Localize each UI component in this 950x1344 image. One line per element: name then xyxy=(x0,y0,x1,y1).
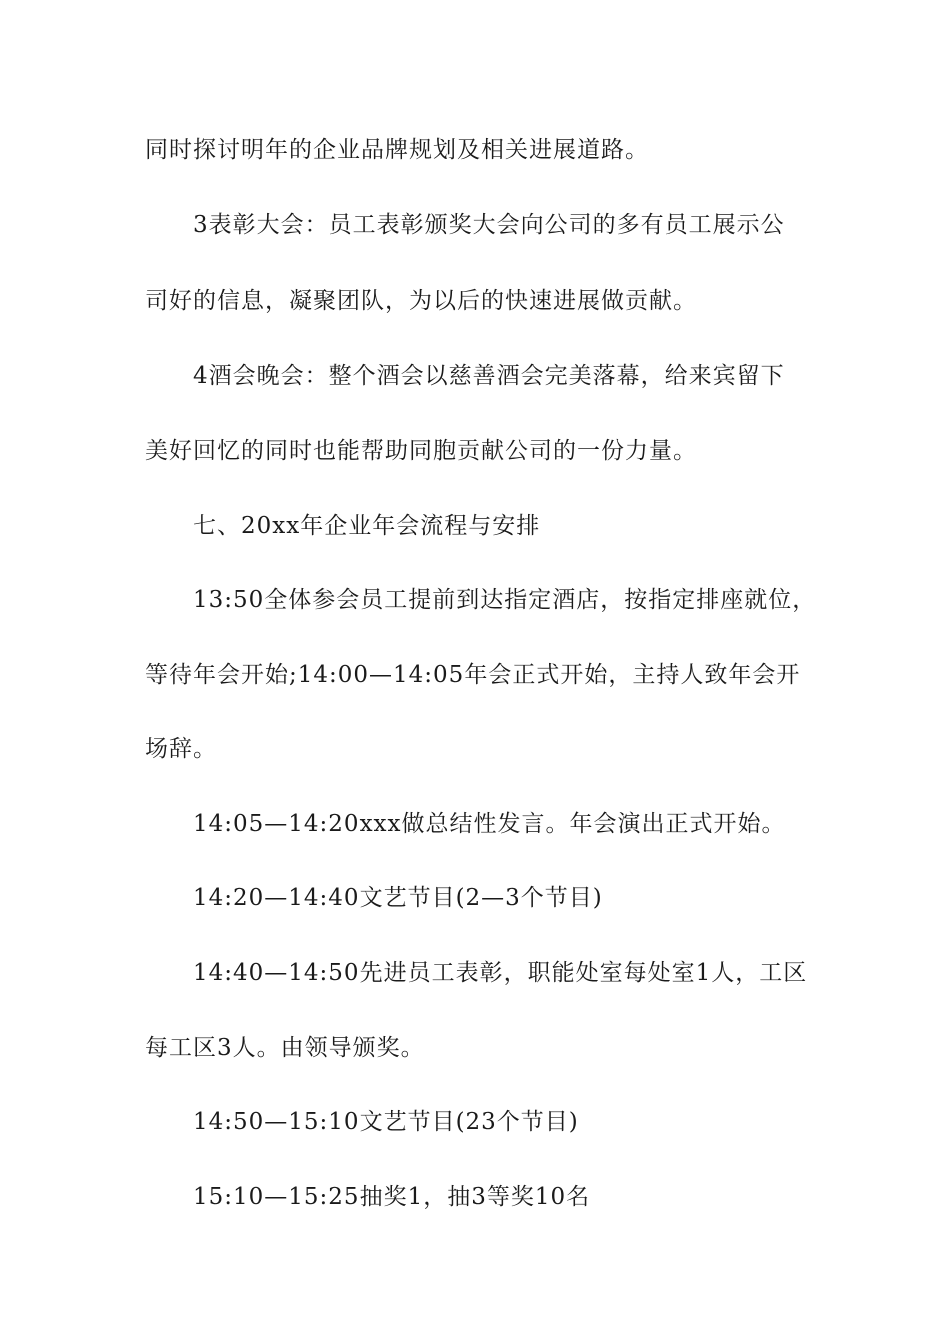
text-line: 同时探讨明年的企业品牌规划及相关进展道路。 xyxy=(145,137,649,163)
text-line: 14:20—14:40文艺节目(2—3个节目) xyxy=(193,885,603,911)
text-line: 等待年会开始;14:00—14:05年会正式开始，主持人致年会开 xyxy=(145,662,801,688)
text-line: 14:05—14:20xxx做总结性发言。年会演出正式开始。 xyxy=(193,811,786,837)
text-line: 场辞。 xyxy=(145,736,217,762)
text-line: 13:50全体参会员工提前到达指定酒店，按指定排座就位， xyxy=(193,587,817,613)
text-line: 美好回忆的同时也能帮助同胞贡献公司的一份力量。 xyxy=(145,438,697,464)
text-line: 14:50—15:10文艺节目(23个节目) xyxy=(193,1109,579,1135)
section-heading: 七、20xx年企业年会流程与安排 xyxy=(193,513,541,539)
text-line: 3表彰大会：员工表彰颁奖大会向公司的多有员工展示公 xyxy=(193,212,785,238)
text-line: 司好的信息，凝聚团队，为以后的快速进展做贡献。 xyxy=(145,288,697,314)
text-line: 15:10—15:25抽奖1，抽3等奖10名 xyxy=(193,1184,591,1210)
text-line: 14:40—14:50先进员工表彰，职能处室每处室1人，工区 xyxy=(193,960,808,986)
text-line: 每工区3人。由领导颁奖。 xyxy=(145,1035,425,1061)
text-line: 4酒会晚会：整个酒会以慈善酒会完美落幕，给来宾留下 xyxy=(193,363,785,389)
